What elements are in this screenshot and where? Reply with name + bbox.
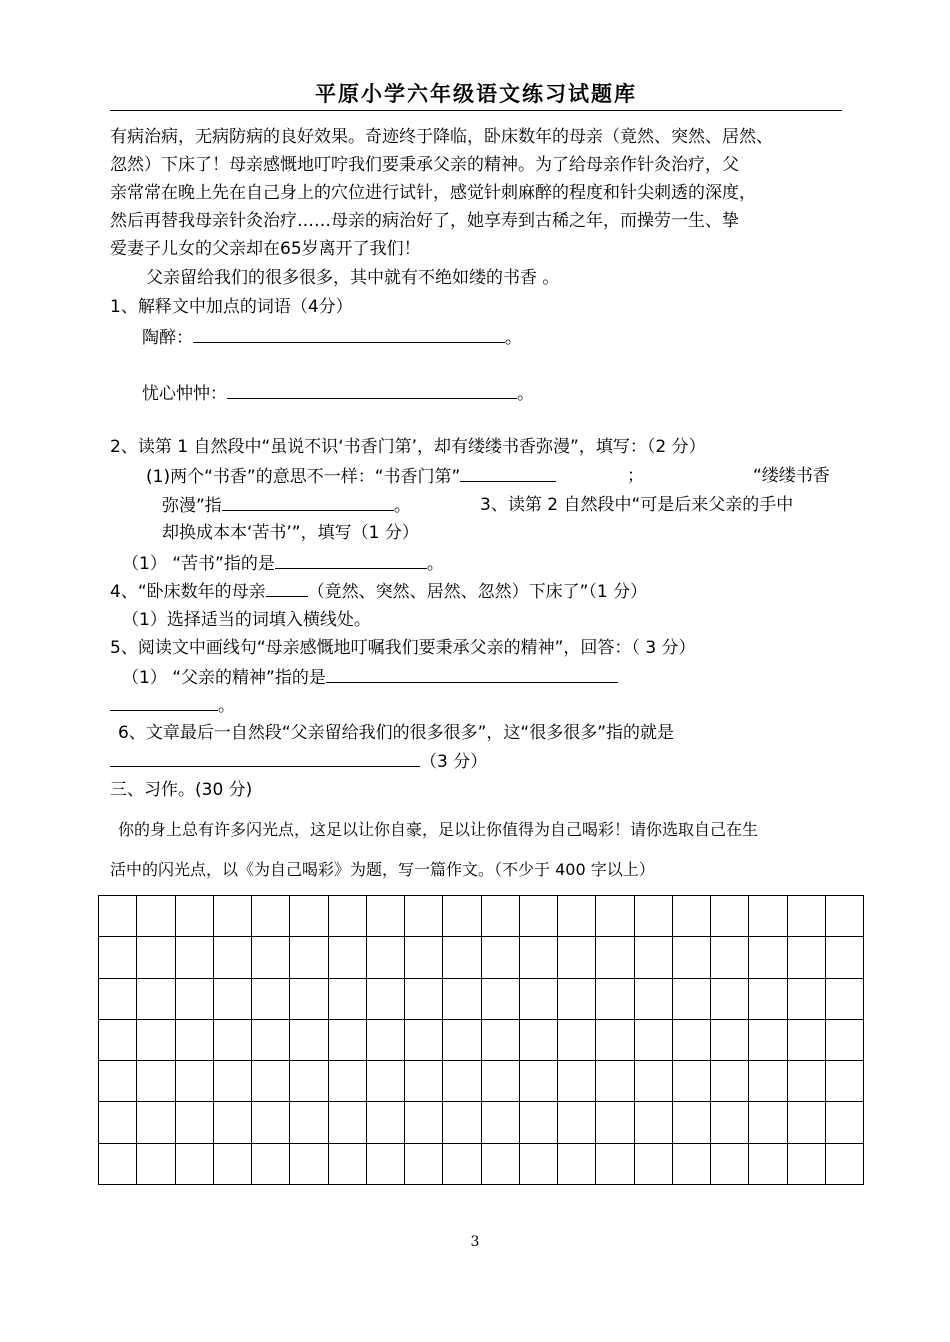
grid-cell[interactable]: [519, 1061, 557, 1102]
grid-cell[interactable]: [443, 896, 481, 937]
grid-cell[interactable]: [175, 1102, 213, 1143]
grid-cell[interactable]: [366, 1143, 404, 1184]
grid-cell[interactable]: [328, 1143, 366, 1184]
grid-cell[interactable]: [749, 896, 787, 937]
answer-blank-word-choice[interactable]: [266, 578, 308, 597]
grid-row: [99, 1143, 864, 1184]
grid-cell[interactable]: [99, 1019, 137, 1060]
grid-cell[interactable]: [749, 1102, 787, 1143]
grid-cell[interactable]: [787, 978, 825, 1019]
grid-cell[interactable]: [328, 1102, 366, 1143]
question-2-part-2: “缕缕书香: [753, 466, 830, 486]
grid-cell[interactable]: [175, 1061, 213, 1102]
grid-cell[interactable]: [99, 1143, 137, 1184]
grid-row: [99, 978, 864, 1019]
grid-cell[interactable]: [825, 1019, 863, 1060]
grid-cell[interactable]: [443, 978, 481, 1019]
grid-cell[interactable]: [519, 1102, 557, 1143]
grid-cell[interactable]: [596, 937, 634, 978]
grid-cell[interactable]: [290, 1143, 328, 1184]
grid-cell[interactable]: [711, 1102, 749, 1143]
question-6-title: 6、文章最后一自然段“父亲留给我们的很多很多”，这“很多很多”指的就是: [118, 723, 675, 743]
grid-row: [99, 937, 864, 978]
grid-cell[interactable]: [672, 896, 710, 937]
grid-cell[interactable]: [137, 978, 175, 1019]
composition-prompt-2: 活中的闪光点，以《为自己喝彩》为题，写一篇作文。（不少于 400 字以上）: [110, 860, 655, 879]
grid-cell[interactable]: [213, 978, 251, 1019]
grid-cell[interactable]: [711, 1019, 749, 1060]
passage-line-2: 忽然）下床了！母亲感慨地叮咛我们要秉承父亲的精神。为了给母亲作针灸治疗，父: [110, 155, 739, 175]
question-2-title: 2、读第 1 自然段中“虽说不识‘书香门第’，却有缕缕书香弥漫”，填写：（2 分）: [110, 437, 706, 457]
grid-row: [99, 1102, 864, 1143]
grid-cell[interactable]: [137, 1143, 175, 1184]
grid-cell[interactable]: [787, 1061, 825, 1102]
question-1-term-youxin: [142, 380, 534, 407]
grid-cell[interactable]: [481, 937, 519, 978]
grid-cell[interactable]: [175, 1143, 213, 1184]
grid-cell[interactable]: [290, 978, 328, 1019]
period: 。: [517, 384, 534, 404]
grid-cell[interactable]: [481, 1143, 519, 1184]
grid-cell[interactable]: [711, 978, 749, 1019]
answer-blank-taozui[interactable]: [193, 324, 505, 343]
grid-cell[interactable]: [787, 1143, 825, 1184]
grid-cell[interactable]: [825, 937, 863, 978]
grid-cell[interactable]: [443, 1061, 481, 1102]
grid-cell[interactable]: [672, 1102, 710, 1143]
grid-cell[interactable]: [519, 1019, 557, 1060]
grid-cell[interactable]: [519, 896, 557, 937]
grid-cell[interactable]: [405, 978, 443, 1019]
grid-cell[interactable]: [596, 1061, 634, 1102]
grid-cell[interactable]: [519, 1143, 557, 1184]
grid-cell[interactable]: [481, 896, 519, 937]
question-4-sub: （1）选择适当的词填入横线处。: [122, 610, 371, 630]
grid-row: [99, 896, 864, 937]
passage-closing: 父亲留给我们的很多很多，其中就有不绝如缕的书香 。: [146, 268, 560, 288]
grid-cell[interactable]: [634, 1019, 672, 1060]
term-label: 忧心忡忡：: [142, 384, 227, 404]
grid-cell[interactable]: [672, 978, 710, 1019]
grid-cell[interactable]: [787, 937, 825, 978]
grid-cell[interactable]: [405, 1143, 443, 1184]
grid-cell[interactable]: [519, 978, 557, 1019]
grid-cell[interactable]: [596, 1143, 634, 1184]
passage-line-1: 有病治病，无病防病的良好效果。奇迹终于降临，卧床数年的母亲（竟然、突然、居然、: [110, 127, 773, 147]
grid-cell[interactable]: [634, 1143, 672, 1184]
grid-cell[interactable]: [596, 1102, 634, 1143]
grid-cell[interactable]: [481, 1102, 519, 1143]
grid-cell[interactable]: [405, 937, 443, 978]
grid-cell[interactable]: [137, 937, 175, 978]
grid-cell[interactable]: [558, 937, 596, 978]
grid-cell[interactable]: [443, 1019, 481, 1060]
grid-cell[interactable]: [137, 1019, 175, 1060]
answer-blank-henduo[interactable]: [110, 748, 420, 767]
grid-cell[interactable]: [213, 896, 251, 937]
question-3-sub: （1） “苦书”指的是 。: [122, 550, 444, 577]
grid-cell[interactable]: [252, 1143, 290, 1184]
grid-cell[interactable]: [366, 1102, 404, 1143]
period: 。: [505, 328, 522, 348]
grid-cell[interactable]: [290, 937, 328, 978]
answer-blank-father-spirit-cont[interactable]: [110, 692, 218, 711]
grid-cell[interactable]: [672, 937, 710, 978]
answer-blank-kushu[interactable]: [275, 550, 427, 569]
grid-cell[interactable]: [405, 896, 443, 937]
question-5-sub: （1） “父亲的精神”指的是: [122, 664, 618, 691]
grid-cell[interactable]: [366, 978, 404, 1019]
grid-cell[interactable]: [99, 978, 137, 1019]
question-2-part-3: 弥漫”指 。: [162, 492, 411, 519]
grid-row: [99, 1061, 864, 1102]
grid-cell[interactable]: [405, 1019, 443, 1060]
grid-cell[interactable]: [634, 896, 672, 937]
question-1-title: 1、解释文中加点的词语（4分）: [110, 297, 353, 317]
grid-cell[interactable]: [672, 1143, 710, 1184]
grid-cell[interactable]: [787, 896, 825, 937]
question-1-term-taozui: [142, 324, 522, 351]
question-5-cont: 。: [110, 692, 235, 719]
grid-cell[interactable]: [252, 1019, 290, 1060]
grid-cell[interactable]: [443, 1143, 481, 1184]
page-number: 3: [470, 1234, 480, 1250]
term-label: 陶醉：: [142, 328, 193, 348]
answer-blank-shuxiangmendi[interactable]: [460, 463, 556, 482]
header-rule: [110, 110, 842, 111]
grid-cell[interactable]: [328, 1061, 366, 1102]
grid-cell[interactable]: [175, 1019, 213, 1060]
grid-cell[interactable]: [137, 896, 175, 937]
grid-cell[interactable]: [672, 1061, 710, 1102]
grid-cell[interactable]: [175, 937, 213, 978]
composition-heading: 三、习作。(30 分): [110, 780, 253, 800]
grid-cell[interactable]: [825, 1143, 863, 1184]
grid-cell[interactable]: [711, 896, 749, 937]
grid-cell[interactable]: [634, 1102, 672, 1143]
question-6-answer-line: （3 分）: [110, 748, 487, 775]
grid-cell[interactable]: [825, 1102, 863, 1143]
grid-cell[interactable]: [787, 1102, 825, 1143]
grid-cell[interactable]: [328, 896, 366, 937]
grid-cell[interactable]: [252, 937, 290, 978]
grid-cell[interactable]: [328, 978, 366, 1019]
question-5-title: 5、阅读文中画线句“母亲感慨地叮嘱我们要秉承父亲的精神”，回答：（ 3 分）: [110, 638, 696, 658]
answer-blank-youxin[interactable]: [227, 380, 517, 399]
answer-blank-lvlvshuxiang[interactable]: [222, 492, 394, 511]
grid-cell[interactable]: [213, 1061, 251, 1102]
grid-cell[interactable]: [711, 937, 749, 978]
grid-cell[interactable]: [290, 1102, 328, 1143]
grid-row: [99, 1019, 864, 1060]
grid-cell[interactable]: [443, 937, 481, 978]
grid-cell[interactable]: [252, 1102, 290, 1143]
grid-cell[interactable]: [252, 1061, 290, 1102]
composition-prompt-1: 你的身上总有许多闪光点，这足以让你自豪，足以让你值得为自己喝彩！请你选取自己在生: [118, 820, 759, 839]
grid-cell[interactable]: [481, 978, 519, 1019]
question-4-title: 4、“卧床数年的母亲 （竟然、突然、居然、忽然）下床了”（1 分）: [110, 578, 647, 605]
grid-cell[interactable]: [213, 1019, 251, 1060]
grid-cell[interactable]: [711, 1061, 749, 1102]
grid-cell[interactable]: [481, 1019, 519, 1060]
grid-cell[interactable]: [99, 896, 137, 937]
grid-cell[interactable]: [558, 1061, 596, 1102]
grid-cell[interactable]: [366, 937, 404, 978]
grid-cell[interactable]: [175, 978, 213, 1019]
question-2-semicolon: ；: [627, 466, 644, 486]
page-header-title: 平原小学六年级语文练习试题库: [315, 81, 637, 106]
grid-cell[interactable]: [749, 937, 787, 978]
question-2-part-1: (1)两个“书香”的意思不一样：“书香门第”: [146, 463, 556, 490]
grid-cell[interactable]: [137, 1061, 175, 1102]
passage-line-4: 然后再替我母亲针灸治疗……母亲的病治好了，她享寿到古稀之年，而操劳一生、挚: [110, 211, 739, 231]
passage-line-5: 爱妻子儿女的父亲却在65岁离开了我们！: [110, 239, 421, 259]
passage-line-3: 亲常常在晚上先在自己身上的穴位进行试针，感觉针刺麻醉的程度和针尖刺透的深度，: [110, 183, 756, 203]
grid-cell[interactable]: [558, 1143, 596, 1184]
grid-cell[interactable]: [634, 978, 672, 1019]
grid-cell[interactable]: [405, 1102, 443, 1143]
grid-cell[interactable]: [558, 978, 596, 1019]
grid-cell[interactable]: [405, 1061, 443, 1102]
grid-cell[interactable]: [634, 1061, 672, 1102]
grid-cell[interactable]: [290, 1019, 328, 1060]
grid-cell[interactable]: [328, 937, 366, 978]
grid-cell[interactable]: [99, 1061, 137, 1102]
grid-cell[interactable]: [825, 1061, 863, 1102]
grid-cell[interactable]: [711, 1143, 749, 1184]
grid-cell[interactable]: [787, 1019, 825, 1060]
grid-cell[interactable]: [825, 896, 863, 937]
grid-cell[interactable]: [443, 1102, 481, 1143]
grid-cell[interactable]: [558, 1019, 596, 1060]
grid-cell[interactable]: [749, 1019, 787, 1060]
grid-cell[interactable]: [99, 1102, 137, 1143]
grid-cell[interactable]: [213, 1143, 251, 1184]
grid-cell[interactable]: [213, 1102, 251, 1143]
grid-cell[interactable]: [290, 1061, 328, 1102]
grid-cell[interactable]: [175, 896, 213, 937]
grid-cell[interactable]: [328, 1019, 366, 1060]
grid-cell[interactable]: [366, 1019, 404, 1060]
grid-cell[interactable]: [749, 1061, 787, 1102]
answer-blank-father-spirit[interactable]: [326, 664, 618, 683]
grid-cell[interactable]: [558, 1102, 596, 1143]
grid-cell[interactable]: [749, 1143, 787, 1184]
grid-cell[interactable]: [290, 896, 328, 937]
grid-cell[interactable]: [596, 896, 634, 937]
grid-cell[interactable]: [213, 937, 251, 978]
grid-cell[interactable]: [672, 1019, 710, 1060]
grid-cell[interactable]: [825, 978, 863, 1019]
grid-cell[interactable]: [366, 896, 404, 937]
grid-cell[interactable]: [252, 896, 290, 937]
grid-cell[interactable]: [596, 978, 634, 1019]
grid-cell[interactable]: [99, 937, 137, 978]
grid-cell[interactable]: [634, 937, 672, 978]
grid-cell[interactable]: [366, 1061, 404, 1102]
grid-cell[interactable]: [137, 1102, 175, 1143]
grid-cell[interactable]: [596, 1019, 634, 1060]
question-3-title-cont: 却换成本本‘苦书’”，填写（1 分）: [162, 523, 419, 543]
grid-cell[interactable]: [481, 1061, 519, 1102]
question-3-title: 3、读第 2 自然段中“可是后来父亲的手中: [480, 495, 794, 515]
grid-cell[interactable]: [749, 978, 787, 1019]
grid-cell[interactable]: [558, 896, 596, 937]
writing-grid[interactable]: [98, 895, 864, 1185]
grid-cell[interactable]: [519, 937, 557, 978]
grid-cell[interactable]: [252, 978, 290, 1019]
